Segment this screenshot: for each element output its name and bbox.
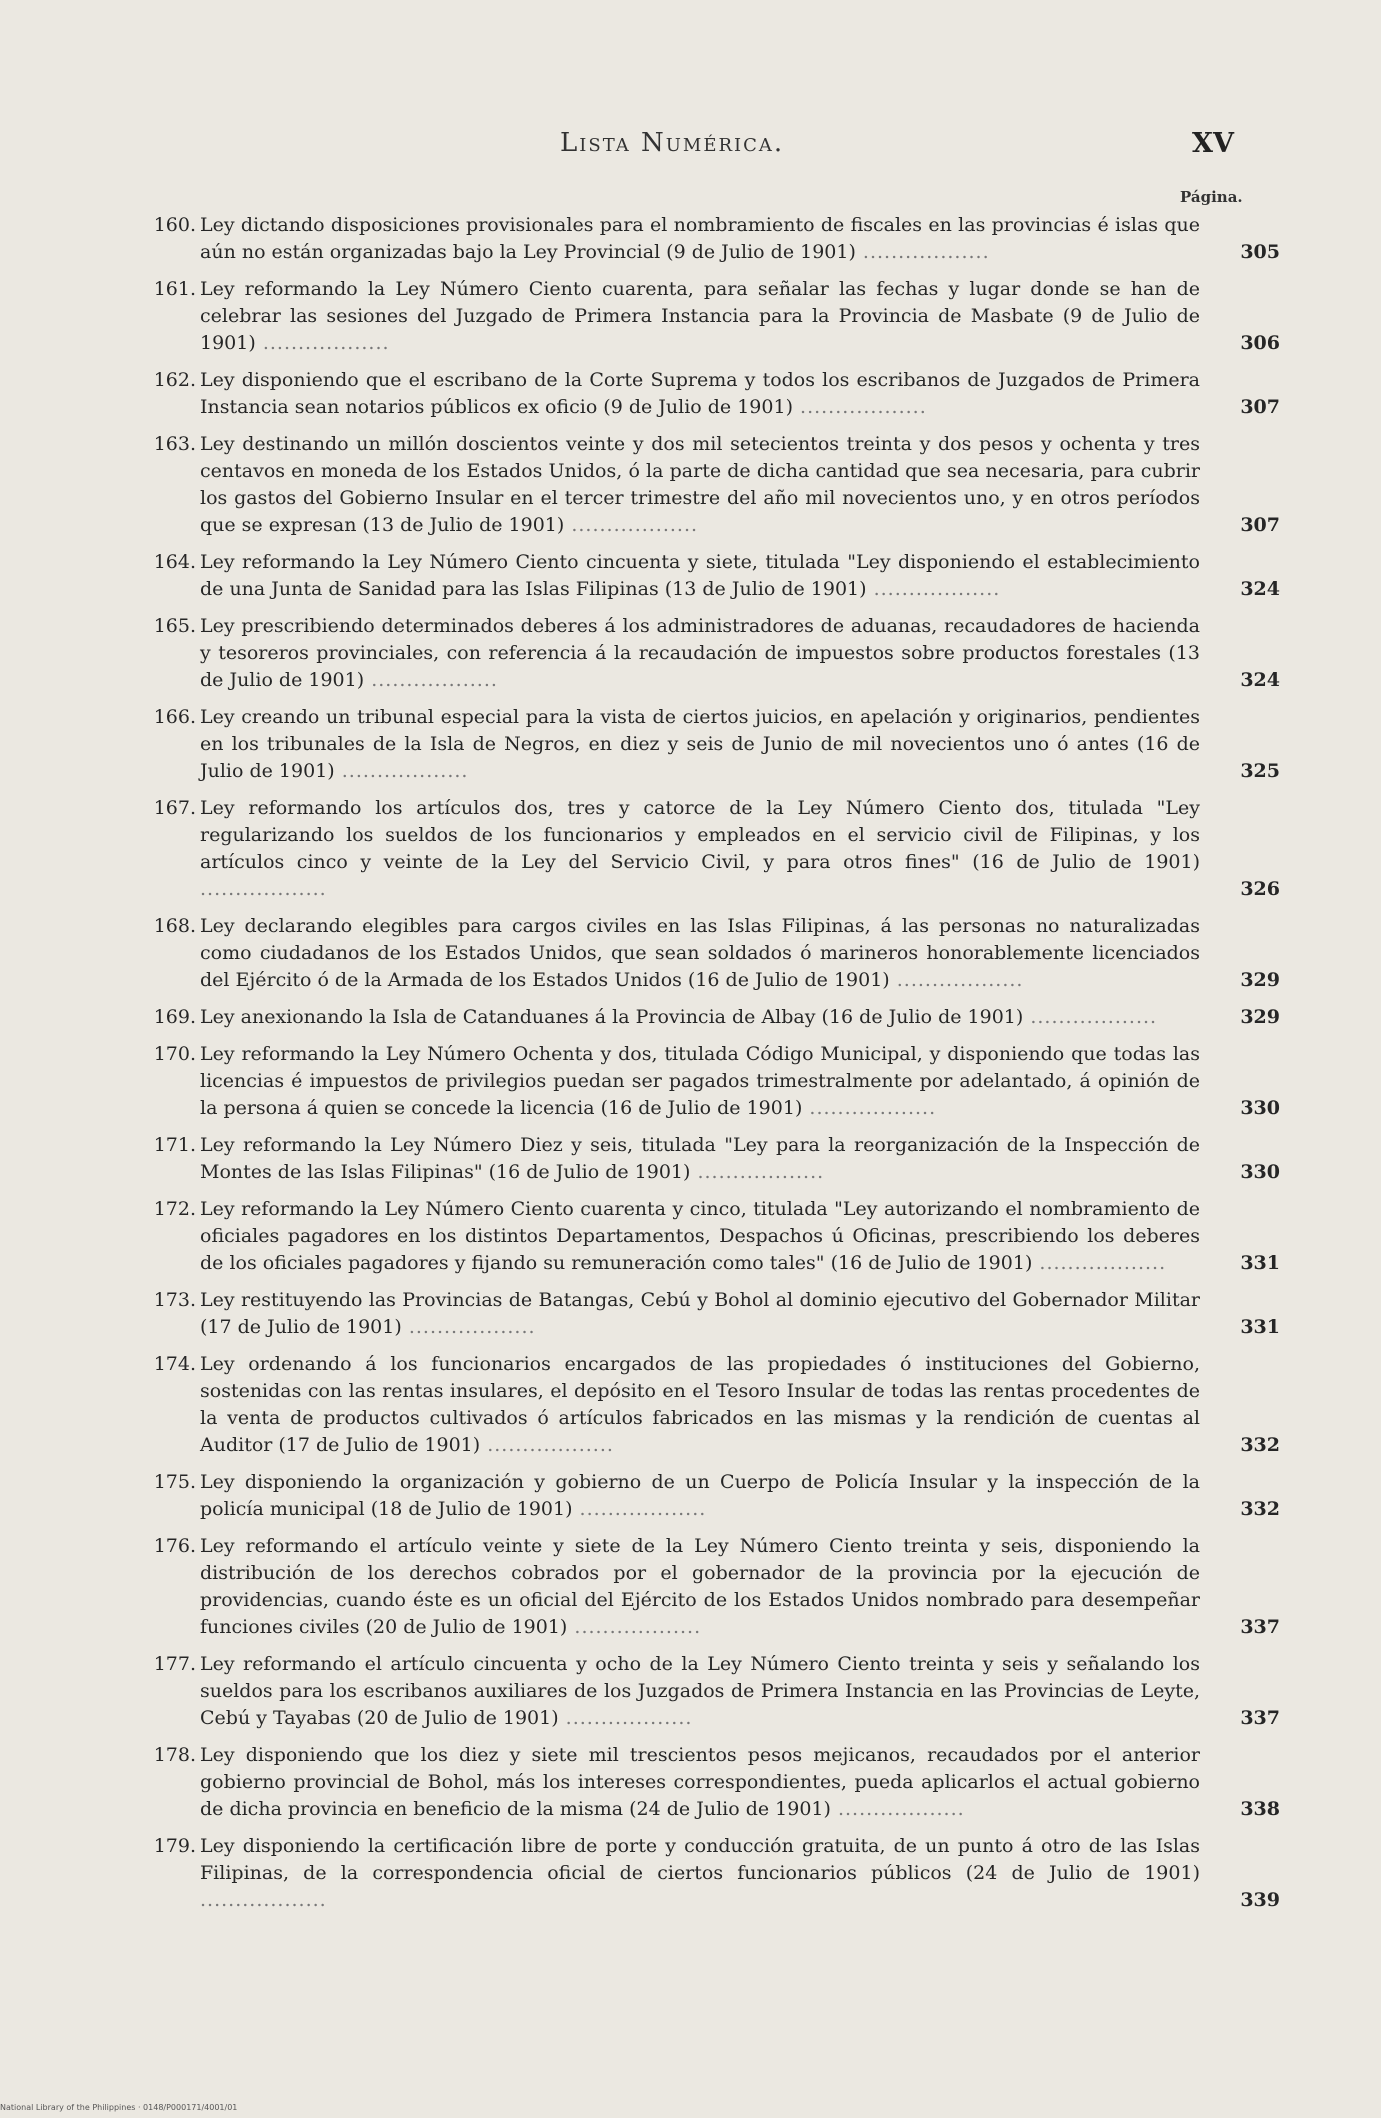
entry-text: Ley destinando un millón doscientos veinte y dos mil setecientos treinta y dos pesos y ochenta y tres centavos en moneda de los Estados Unidos, ó la parte de dicha cantidad que sea necesaria, para cubrir los gastos del Gobierno Insular en el tercer trimestre del año mil novecientos uno, y en otros períodos que se expresan (13 de Julio de 1901) (200, 433, 1200, 536)
entry-text-block (200, 1287, 1280, 1341)
dot-leader: .................. (802, 1097, 937, 1119)
dot-leader: .................. (830, 1798, 965, 1820)
list-item (153, 549, 1280, 603)
entry-text-block (200, 549, 1280, 603)
entry-text-block (200, 613, 1280, 694)
entry-text: Ley reformando los artículos dos, tres y catorce de la Ley Número Ciento dos, titulada "Ley regularizando los sueldos de los funcionarios y empleados en el servicio civil de Filipinas, y los artículos cinco y veinte de la Ley del Servicio Civil, y para otros fines" (16 de Julio de 1901) (200, 797, 1200, 873)
entry-text: Ley disponiendo que los diez y siete mil trescientos pesos mejicanos, recaudados por el anterior gobierno provincial de Bohol, más los intereses correspondientes, pueda aplicarlos el actual gobierno de dicha provincia en beneficio de la misma (24 de Julio de 1901) (200, 1744, 1200, 1820)
entry-text: Ley reformando el artículo veinte y siete de la Ley Número Ciento treinta y seis, disponiendo la distribución de los derechos cobrados por el gobernador de la provincia por la ejecución de providencias, cuando éste es un oficial del Ejército de los Estados Unidos nombrado para desempeñar funciones civiles (20 de Julio de 1901) (200, 1535, 1200, 1638)
entry-text: Ley reformando la Ley Número Diez y seis, titulada "Ley para la reorganización de la Inspección de Montes de las Islas Filipinas" (16 de Julio de 1901) (200, 1134, 1200, 1183)
entry-number: 177. (153, 1653, 196, 1675)
entry-page-number: 325 (1240, 760, 1280, 782)
entry-number: 178. (153, 1744, 196, 1766)
entry-page-number: 307 (1240, 514, 1280, 536)
entry-number: 179. (153, 1835, 196, 1857)
list-item (153, 613, 1280, 694)
entry-number: 162. (153, 369, 196, 391)
entry-text: Ley reformando el artículo cincuenta y ocho de la Ley Número Ciento treinta y seis y señalando los sueldos para los escribanos auxiliares de los Juzgados de Primera Instancia en las Provincias de Leyte, Cebú y Tayabas (20 de Julio de 1901) (200, 1653, 1200, 1729)
entry-text-block (200, 1651, 1280, 1732)
dot-leader: .................. (855, 241, 990, 263)
dot-leader: .................. (200, 1889, 327, 1911)
list-item (153, 704, 1280, 785)
entry-text-block (200, 1469, 1280, 1523)
entry-text-block (200, 276, 1280, 357)
entry-text-block (200, 1742, 1280, 1823)
entry-text-block (200, 1351, 1280, 1459)
dot-leader: .................. (334, 760, 469, 782)
list-item (153, 1833, 1280, 1914)
list-item (153, 1533, 1280, 1641)
entry-page-number: 329 (1240, 1006, 1280, 1028)
entry-page-number: 331 (1240, 1252, 1280, 1274)
entry-text-block (200, 1533, 1280, 1641)
entry-page-number: 332 (1240, 1498, 1280, 1520)
entry-number: 167. (153, 797, 196, 819)
entry-text: Ley reformando la Ley Número Ciento cincuenta y siete, titulada "Ley disponiendo el establecimiento de una Junta de Sanidad para las Islas Filipinas (13 de Julio de 1901) (200, 551, 1200, 600)
entry-page-number: 332 (1240, 1434, 1280, 1456)
list-item (153, 1651, 1280, 1732)
entry-text: Ley disponiendo que el escribano de la Corte Suprema y todos los escribanos de Juzgados de Primera Instancia sean notarios públicos ex oficio (9 de Julio de 1901) (200, 369, 1200, 418)
dot-leader: .................. (572, 1498, 707, 1520)
dot-leader: .................. (889, 969, 1024, 991)
entry-number: 169. (153, 1006, 196, 1028)
entry-text: Ley anexionando la Isla de Catanduanes á la Provincia de Albay (16 de Julio de 1901) (200, 1006, 1024, 1028)
entry-number: 163. (153, 433, 196, 455)
running-title: Lista Numérica. (560, 128, 785, 158)
entry-list (153, 212, 1280, 1924)
entry-text: Ley reformando la Ley Número Ciento cuarenta y cinco, titulada "Ley autorizando el nombramiento de oficiales pagadores en los distintos Departamentos, Despachos ú Oficinas, prescribiendo los deberes de los oficiales pagadores y fijando su remuneración como tales" (16 de Julio de 1901) (200, 1198, 1200, 1274)
entry-number: 173. (153, 1289, 196, 1311)
entry-text-block (200, 212, 1280, 266)
entry-page-number: 329 (1240, 969, 1280, 991)
entry-page-number: 326 (1240, 878, 1280, 900)
dot-leader: .................. (690, 1161, 825, 1183)
list-item (153, 212, 1280, 266)
column-label-pagina: Página. (1180, 188, 1243, 206)
list-item (153, 1351, 1280, 1459)
dot-leader: .................. (792, 396, 927, 418)
entry-text-block (200, 367, 1280, 421)
list-item (153, 276, 1280, 357)
entry-text: Ley creando un tribunal especial para la vista de ciertos juicios, en apelación y originarios, pendientes en los tribunales de la Isla de Negros, en diez y seis de Junio de mil novecientos uno ó antes (16 de Julio de 1901) (200, 706, 1200, 782)
entry-text: Ley declarando elegibles para cargos civiles en las Islas Filipinas, á las personas no naturalizadas como ciudadanos de los Estados Unidos, que sean soldados ó marineros honorablemente licenciados del Ejército ó de la Armada de los Estados Unidos (16 de Julio de 1901) (200, 915, 1200, 991)
entry-number: 170. (153, 1043, 196, 1065)
dot-leader: .................. (866, 578, 1001, 600)
entry-text-block (200, 431, 1280, 539)
entry-page-number: 339 (1240, 1889, 1280, 1911)
entry-number: 168. (153, 915, 196, 937)
entry-page-number: 306 (1240, 332, 1280, 354)
entry-number: 161. (153, 278, 196, 300)
entry-page-number: 330 (1240, 1097, 1280, 1119)
entry-text: Ley ordenando á los funcionarios encargados de las propiedades ó instituciones del Gobierno, sostenidas con las rentas insulares, el depósito en el Tesoro Insular de todas las rentas procedentes de la venta de productos cultivados ó artículos fabricados en las mismas y la rendición de cuentas al Auditor (17 de Julio de 1901) (200, 1353, 1200, 1456)
entry-number: 166. (153, 706, 196, 728)
entry-text-block (200, 1196, 1280, 1277)
entry-text-block (200, 1833, 1280, 1914)
list-item (153, 795, 1280, 903)
entry-number: 165. (153, 615, 196, 637)
entry-text: Ley restituyendo las Provincias de Batangas, Cebú y Bohol al dominio ejecutivo del Gobernador Militar (17 de Julio de 1901) (200, 1289, 1200, 1338)
entry-text-block (200, 1041, 1280, 1122)
entry-number: 171. (153, 1134, 196, 1156)
list-item (153, 1041, 1280, 1122)
entry-number: 164. (153, 551, 196, 573)
list-item (153, 1132, 1280, 1186)
entry-text-block (200, 1132, 1280, 1186)
list-item (153, 913, 1280, 994)
dot-leader: .................. (255, 332, 390, 354)
entry-page-number: 331 (1240, 1316, 1280, 1338)
entry-page-number: 337 (1240, 1707, 1280, 1729)
entry-page-number: 324 (1240, 669, 1280, 691)
entry-number: 172. (153, 1198, 196, 1220)
dot-leader: .................. (480, 1434, 614, 1456)
entry-page-number: 307 (1240, 396, 1280, 418)
entry-text: Ley reformando la Ley Número Ochenta y dos, titulada Código Municipal, y disponiendo que todas las licencias é impuestos de privilegios puedan ser pagados trimestralmente por adelantado, á opinión de la persona á quien se concede la licencia (16 de Julio de 1901) (200, 1043, 1200, 1119)
dot-leader: .................. (401, 1316, 536, 1338)
scan-source-footer: National Library of the Philippines · 0148/P000171/4001/01 (0, 2103, 238, 2112)
list-item (153, 1196, 1280, 1277)
list-item (153, 431, 1280, 539)
entry-text-block (200, 913, 1280, 994)
entry-page-number: 305 (1240, 241, 1280, 263)
dot-leader: .................. (1023, 1006, 1158, 1028)
entry-text: Ley prescribiendo determinados deberes á los administradores de aduanas, recaudadores de hacienda y tesoreros provinciales, con referencia á la recaudación de impuestos sobre productos forestales (13 de Julio de 1901) (200, 615, 1200, 691)
dot-leader: .................. (558, 1707, 693, 1729)
dot-leader: .................. (200, 878, 327, 900)
list-item (153, 1287, 1280, 1341)
entry-text-block (200, 704, 1280, 785)
entry-page-number: 324 (1240, 578, 1280, 600)
dot-leader: .................. (567, 1616, 702, 1638)
entry-text: Ley disponiendo la certificación libre de porte y conducción gratuita, de un punto á otro de las Islas Filipinas, de la correspondencia oficial de ciertos funcionarios públicos (24 de Julio de 1901) (200, 1835, 1200, 1884)
list-item (153, 1742, 1280, 1823)
entry-number: 175. (153, 1471, 196, 1493)
entry-number: 174. (153, 1353, 196, 1375)
entry-text-block (200, 795, 1280, 903)
entry-number: 176. (153, 1535, 196, 1557)
dot-leader: .................. (1032, 1252, 1167, 1274)
entry-page-number: 337 (1240, 1616, 1280, 1638)
entry-text: Ley dictando disposiciones provisionales para el nombramiento de fiscales en las provincias é islas que aún no están organizadas bajo la Ley Provincial (9 de Julio de 1901) (200, 214, 1200, 263)
list-item (153, 1469, 1280, 1523)
dot-leader: .................. (364, 669, 498, 691)
entry-page-number: 330 (1240, 1161, 1280, 1183)
entry-number: 160. (153, 214, 196, 236)
entry-text: Ley reformando la Ley Número Ciento cuarenta, para señalar las fechas y lugar donde se han de celebrar las sesiones del Juzgado de Primera Instancia para la Provincia de Masbate (9 de Julio de 1901) (200, 278, 1200, 354)
list-item (153, 1004, 1280, 1031)
entry-text-block (200, 1004, 1280, 1031)
entry-text: Ley disponiendo la organización y gobierno de un Cuerpo de Policía Insular y la inspección de la policía municipal (18 de Julio de 1901) (200, 1471, 1200, 1520)
page-number: XV (1192, 128, 1234, 159)
entry-page-number: 338 (1240, 1798, 1280, 1820)
dot-leader: .................. (564, 514, 699, 536)
list-item (153, 367, 1280, 421)
